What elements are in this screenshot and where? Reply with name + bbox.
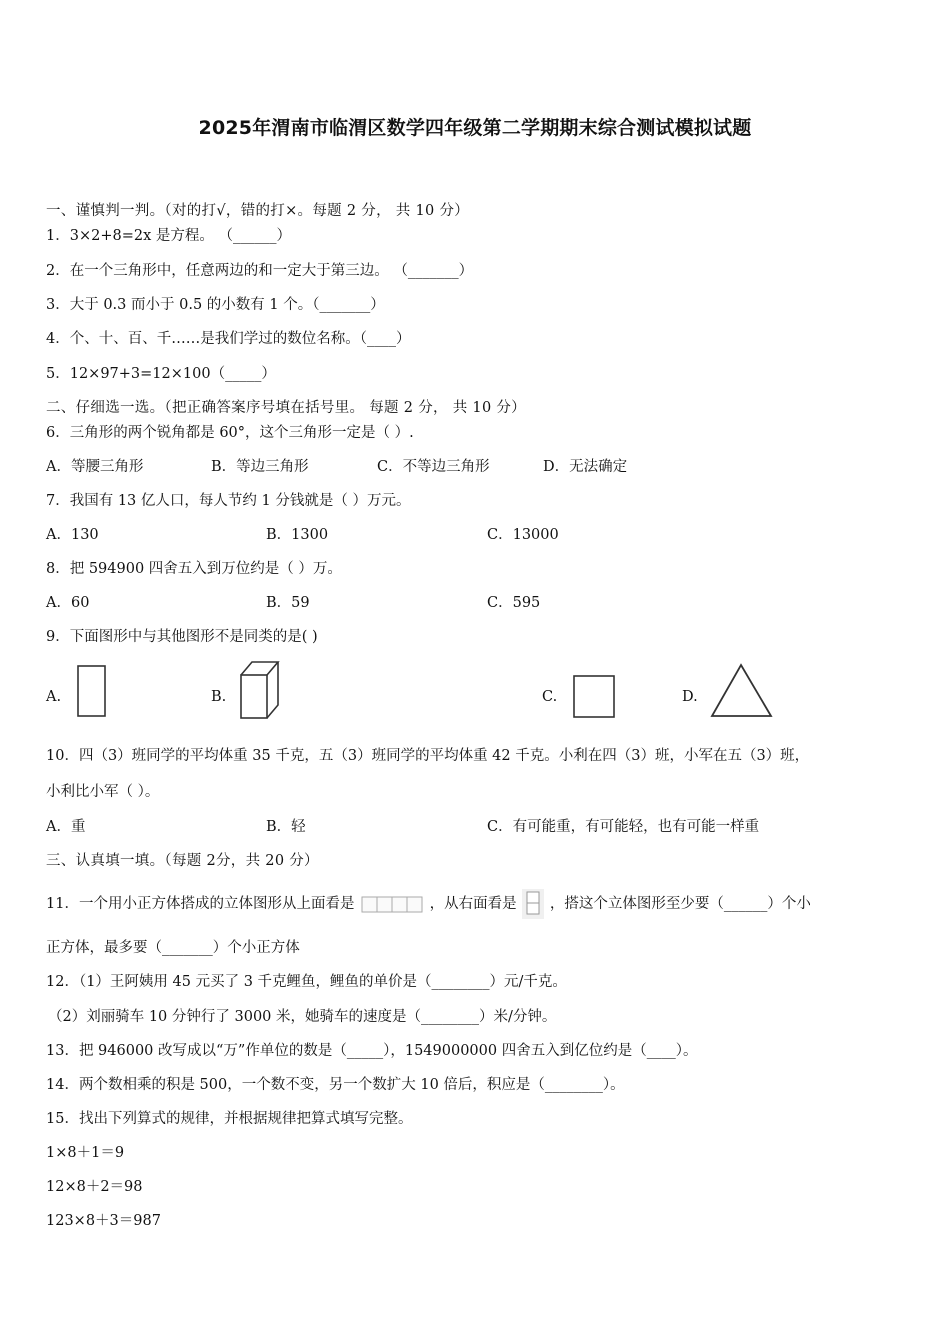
- question-12-part2: （2）刘丽骑车 10 分钟行了 3000 米，她骑车的速度是（________）米/分钟。: [48, 1009, 557, 1025]
- page-title: 2025年渭南市临渭区数学四年级第二学期期末综合测试模拟试题: [198, 117, 752, 139]
- q6-option-d: D．无法确定: [543, 459, 628, 475]
- equation-2: 12×8＋2＝98: [46, 1179, 143, 1195]
- q11-top-view-figure: [359, 893, 425, 915]
- question-6: 6．三角形的两个锐角都是 60°，这个三角形一定是（ ）.: [46, 425, 414, 441]
- q10-option-a: A．重: [46, 819, 86, 835]
- q7-option-c: C．13000: [487, 527, 559, 543]
- question-12-part1: 12．（1）王阿姨用 45 元买了 3 千克鲤鱼，鲤鱼的单价是（________）元/千克。: [46, 974, 567, 990]
- section3-heading: 三、认真填一填。（每题 2分，共 20 分）: [46, 853, 319, 869]
- q10-option-c: C．有可能重，有可能轻，也有可能一样重: [487, 819, 760, 835]
- q6-option-b: B．等边三角形: [211, 459, 309, 475]
- q8-option-b: B．59: [266, 595, 310, 611]
- question-1: 1．3×2+8=2x 是方程。 （______）: [46, 228, 291, 244]
- question-10-line2: 小利比小军（ ）。: [46, 784, 160, 800]
- q8-option-a: A．60: [46, 595, 90, 611]
- q7-option-a: A．130: [46, 527, 99, 543]
- q11-right-view-figure: [521, 888, 545, 920]
- question-8: 8．把 594900 四舍五入到万位约是（ ）万。: [46, 561, 342, 577]
- q11-text-part2: ，从右面看是: [429, 896, 517, 912]
- q8-option-c: C．595: [487, 595, 541, 611]
- q10-option-b: B．轻: [266, 819, 306, 835]
- section1-heading: 一、谨慎判一判。（对的打√，错的打×。每题 2 分， 共 10 分）: [46, 203, 470, 219]
- question-11-line1: [46, 888, 811, 920]
- question-14: 14．两个数相乘的积是 500，一个数不变，另一个数扩大 10 倍后，积应是（________）。: [46, 1077, 625, 1093]
- question-15: 15．找出下列算式的规律，并根据规律把算式填写完整。: [46, 1111, 413, 1127]
- q9-rectangle-shape: [76, 664, 108, 719]
- question-9: 9．下面图形中与其他图形不是同类的是( ): [46, 629, 318, 645]
- q9-square-shape: [572, 674, 618, 720]
- q6-option-c: C．不等边三角形: [377, 459, 490, 475]
- question-5: 5．12×97+3=12×100（_____）: [46, 366, 276, 382]
- question-4: 4．个、十、百、千……是我们学过的数位名称。（____）: [46, 331, 411, 347]
- q11-text-part3: ，搭这个立体图形至少要（______）个小: [549, 896, 811, 912]
- q9-option-a: A.: [46, 689, 62, 705]
- q9-cuboid-shape: [238, 659, 282, 721]
- equation-1: 1×8＋1＝9: [46, 1145, 125, 1161]
- q9-triangle-shape: [709, 662, 775, 720]
- section2-heading: 二、仔细选一选。（把正确答案序号填在括号里。 每题 2 分， 共 10 分）: [46, 400, 526, 416]
- question-2: 2．在一个三角形中，任意两边的和一定大于第三边。 （_______）: [46, 263, 474, 279]
- question-10-line1: 10．四（3）班同学的平均体重 35 千克，五（3）班同学的平均体重 42 千克。小利在四（3）班，小军在五（3）班，: [46, 748, 810, 764]
- q9-option-b: B.: [211, 689, 227, 705]
- equation-3: 123×8＋3＝987: [46, 1213, 161, 1229]
- q9-option-d: D.: [682, 689, 698, 705]
- q7-option-b: B．1300: [266, 527, 329, 543]
- question-13: 13．把 946000 改写成以“万”作单位的数是（_____），1549000000 四舍五入到亿位约是（____）。: [46, 1043, 698, 1059]
- question-3: 3．大于 0.3 而小于 0.5 的小数有 1 个。（_______）: [46, 297, 385, 313]
- q6-option-a: A．等腰三角形: [46, 459, 144, 475]
- question-7: 7．我国有 13 亿人口，每人节约 1 分钱就是（ ）万元。: [46, 493, 411, 509]
- q11-text-part1: 11．一个用小正方体搭成的立体图形从上面看是: [46, 896, 355, 912]
- question-11-line2: 正方体，最多要（_______）个小正方体: [46, 940, 300, 956]
- q9-option-c: C.: [542, 689, 558, 705]
